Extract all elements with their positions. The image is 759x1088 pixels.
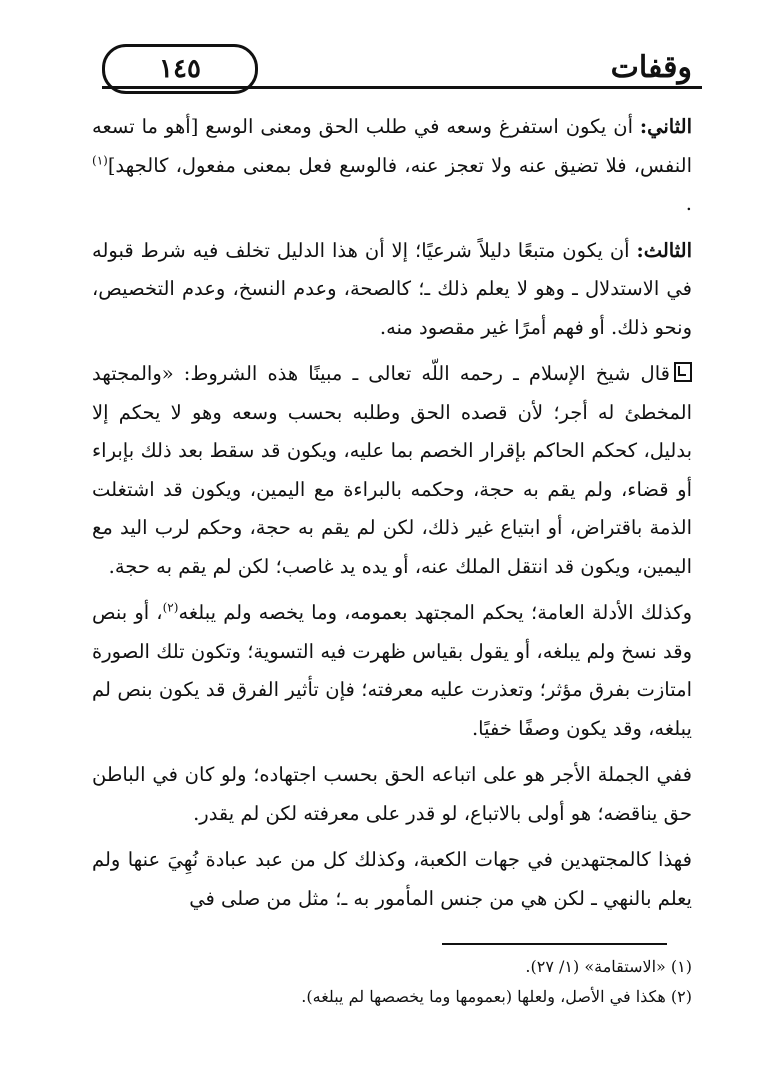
page-number: ١٤٥ (159, 54, 201, 84)
paragraph-quote (92, 355, 692, 586)
paragraph-text: أن يكون متبعًا دليلاً شرعيًا؛ إلا أن هذا الدليل تخلف فيه شرط قبوله في الاستدلال ـ وهو لا يعلم ذلك ـ؛ كالصحة، وعدم النسخ، وعدم التخصيص، ونحو ذلك. أو فهم أمرًا غير مقصود منه. (92, 238, 692, 339)
footnote-separator (442, 943, 667, 945)
paragraph-general-evidence (92, 594, 692, 748)
paragraph-kaaba (92, 841, 692, 918)
paragraph-second-condition (92, 108, 692, 224)
paragraph-lead: الثاني: (639, 115, 692, 138)
paragraph-lead: الثالث: (636, 238, 692, 262)
footnotes (92, 952, 692, 1012)
quote-marker-icon (674, 362, 692, 382)
running-title: وقفات (610, 50, 692, 85)
paragraph-text: ففي الجملة الأجر هو على اتباعه الحق بحسب اجتهاده؛ ولو كان في الباطن حق يناقضه؛ هو أولى بالاتباع، لو قدر على معرفته لكن لم يقدر. (92, 763, 692, 825)
paragraph-text: قال شيخ الإسلام ـ رحمه اللّه تعالى ـ مبينًا هذه الشروط: «والمجتهد المخطئ له أجر؛ لأن قصده الحق وطلبه بحسب وسعه وهو لا يحكم إلا بدليل، كحكم الحاكم بإقرار الخصم بما عليه، ويكون قد سقط بعد ذلك بإبراء أو قضاء، ولم يقم به حجة، وحكمه بالبراءة مع اليمين، ويكون قد اشتغلت الذمة باقتراض، أو ابتياع غير ذلك، لكن لم يقم به حجة، وحكم لرب اليد مع اليمين، ويكون قد انتقل الملك عنه، أو يده يد غاصب؛ لكن لم يقم به حجة. (92, 362, 692, 578)
paragraph-text: وكذلك الأدلة العامة؛ يحكم المجتهد بعمومه، وما يخصه ولم يبلغه (178, 601, 692, 624)
paragraph-text: أن يكون استفرغ وسعه في طلب الحق ومعنى الوسع [أهو ما تسعه النفس، فلا تضيق عنه ولا تعجز عنه، فالوسع فعل بمعنى مفعول، كالجهد] (92, 115, 692, 177)
footnote-item: (٢) هكذا في الأصل، ولعلها (بعمومها وما يخصصها لم يبلغه). (301, 987, 692, 1006)
paragraph-third-condition (92, 232, 692, 348)
footnote-ref: (٢) (162, 600, 179, 615)
paragraph-tail: ، أو بنص وقد نسخ ولم يبلغه، أو يقول بقياس ظهرت فيه التسوية؛ وتكون تلك الصورة امتازت بفرق مؤثر؛ وتعذرت عليه معرفته؛ فإن تأثير الفرق قد يكون بنص لم يبلغه، وقد يكون وصفًا خفيًا. (92, 601, 692, 740)
paragraph-summary (92, 756, 692, 833)
page-body (92, 108, 692, 926)
paragraph-tail: . (685, 192, 692, 215)
footnote-ref: (١) (92, 153, 108, 167)
footnote-item: (١) «الاستقامة» (١/ ٢٧). (525, 957, 692, 976)
page-header (92, 40, 692, 100)
page-number-badge (102, 44, 258, 94)
paragraph-text: فهذا كالمجتهدين في جهات الكعبة، وكذلك كل من عبد عبادة نُهِيَ عنها ولم يعلم بالنهي ـ لكن هي من جنس المأمور به ـ؛ مثل من صلى في (92, 848, 692, 910)
